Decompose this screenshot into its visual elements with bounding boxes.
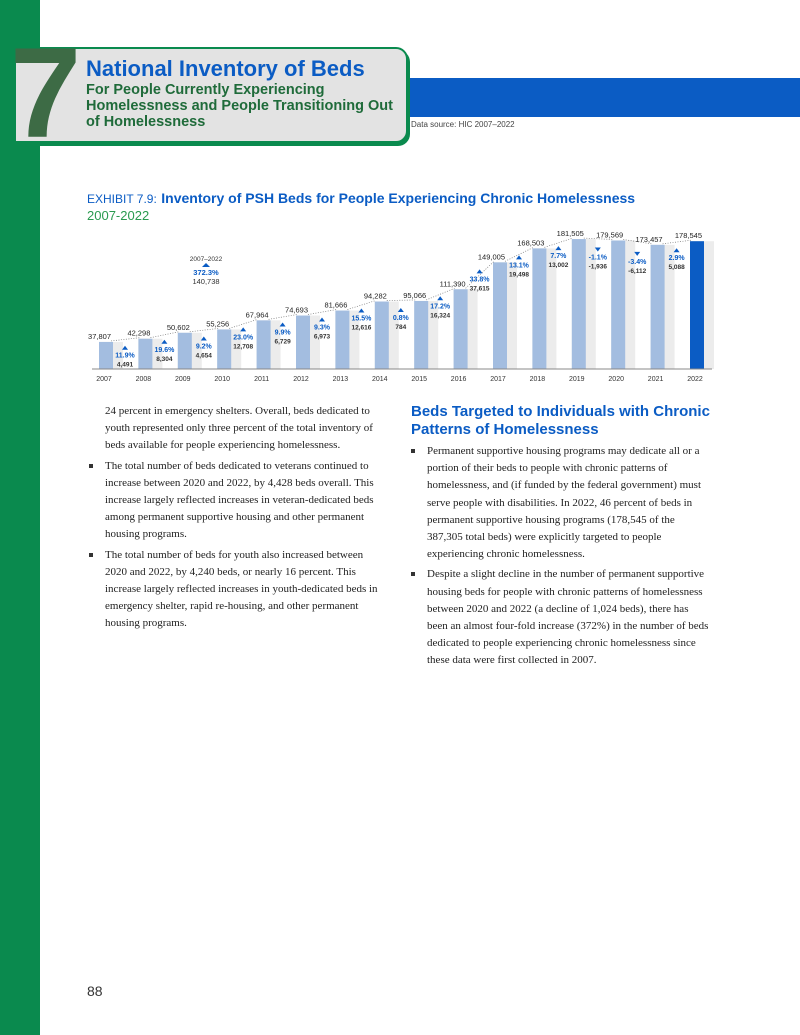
trend-connector — [111, 338, 139, 341]
bar-2021 — [651, 245, 665, 369]
change-absolute-label: 16,324 — [430, 312, 451, 320]
bar-value-label: 81,666 — [324, 300, 348, 310]
change-percent-label: 33.8% — [469, 276, 490, 284]
change-percent-label: 7.7% — [550, 253, 567, 261]
change-absolute-label: 6,729 — [274, 338, 291, 346]
change-absolute-label: 37,615 — [469, 285, 490, 293]
bar-value-label: 181,505 — [556, 229, 584, 239]
x-tick-label: 2007 — [96, 376, 112, 383]
change-percent-label: -1.1% — [588, 254, 607, 262]
bar-2010 — [217, 329, 231, 369]
page-number: 88 — [87, 983, 103, 999]
change-absolute-label: 12,616 — [351, 324, 372, 332]
change-up-arrow — [437, 296, 443, 300]
overall-period-label: 2007–2022 — [189, 256, 223, 263]
change-percent-label: 9.2% — [195, 343, 212, 351]
x-tick-label: 2010 — [214, 376, 230, 383]
bar-value-label: 94,282 — [363, 291, 387, 301]
change-percent-label: 9.9% — [274, 329, 291, 337]
exhibit-years: 2007-2022 — [87, 208, 150, 223]
bar-value-label: 111,390 — [439, 279, 466, 289]
bar-value-label: 173,457 — [635, 234, 663, 244]
x-tick-label: 2015 — [411, 376, 427, 383]
bar-2013 — [335, 311, 349, 369]
bar-2016 — [454, 289, 468, 369]
overall-absolute-label: 140,738 — [192, 277, 220, 286]
trend-connector — [308, 310, 336, 315]
bar-value-label: 168,503 — [517, 238, 545, 248]
change-absolute-label: 19,498 — [509, 271, 529, 279]
left-text-column — [89, 403, 379, 633]
bar-value-label: 74,693 — [285, 305, 308, 315]
list-item — [89, 458, 379, 544]
bar-value-label: 55,256 — [206, 319, 230, 329]
section-heading: Beds Targeted to Individuals with Chronic Patterns of Homelessness — [411, 403, 710, 438]
bullet-text: The total number of beds for youth also increased between 2020 and 2022, by 4,240 beds, or nearly 16 percent. This increase largely reflected increases in youth-dedicated beds in emergency shelter, rapid re-housing, and other permanent housing programs. — [105, 548, 378, 630]
change-up-arrow — [240, 327, 246, 331]
bullet-text: The total number of beds dedicated to veterans continued to increase between 2020 and 2022, by 4,428 beds overall. This increase largely reflected increases in veteran-dedicated beds among permanent supportive housing and other permanent housing programs. — [105, 459, 374, 541]
change-absolute-label: 4,654 — [195, 352, 212, 360]
bar-2022 — [690, 241, 704, 369]
x-tick-label: 2019 — [569, 376, 585, 383]
bar-value-label: 42,298 — [127, 328, 151, 338]
x-tick-label: 2022 — [687, 376, 703, 383]
bar-value-label: 149,005 — [477, 252, 505, 262]
trend-connector — [229, 319, 257, 328]
x-tick-label: 2018 — [529, 376, 546, 383]
bar-2011 — [257, 320, 271, 369]
data-source-note: Data source: HIC 2007–2022 — [411, 120, 515, 129]
left-continuation-paragraph: 24 percent in emergency shelters. Overall, beds dedicated to youth represented only three percent of the total inventory of beds available for people experiencing homelessness. — [105, 405, 373, 452]
list-item — [89, 547, 379, 633]
bullet-text: Despite a slight decline in the number of permanent supportive housing beds for people with chronic patterns of homelessness between 2020 and 2022 (a decline of 1,024 beds), there has been an almost four-fold increase (372%) in the number of beds dedicated to people experiencing chronic homelessness since these data were first collected in 2007. — [427, 568, 709, 667]
change-percent-label: 9.3% — [314, 324, 330, 332]
trend-connector — [663, 240, 691, 244]
bar-2012 — [296, 316, 310, 369]
x-tick-label: 2009 — [175, 376, 191, 383]
x-tick-label: 2013 — [332, 376, 349, 383]
change-up-arrow — [358, 309, 364, 313]
trend-connector — [544, 238, 572, 247]
list-item — [411, 443, 711, 563]
bullet-marker — [89, 553, 93, 557]
left-bullet-list — [89, 458, 379, 633]
bar-2019 — [572, 239, 586, 369]
exhibit-title: Inventory of PSH Beds for People Experiencing Chronic Homelessness — [161, 190, 636, 206]
chapter-number: 7 — [10, 22, 78, 165]
bullet-marker — [411, 572, 415, 576]
bar-2017 — [493, 262, 507, 369]
change-absolute-label: -1,936 — [588, 263, 608, 271]
chapter-subtitle: For People Currently Experiencing Homelessness and People Transitioning Out of Homelessness — [86, 82, 393, 130]
bullet-marker — [411, 449, 415, 453]
x-tick-label: 2011 — [254, 376, 270, 383]
change-percent-label: 17.2% — [430, 303, 451, 311]
trend-connector — [269, 315, 297, 320]
change-percent-label: 13.1% — [509, 262, 529, 270]
bar-value-label: 179,569 — [596, 230, 624, 240]
overall-up-arrow — [202, 263, 210, 267]
trend-connector — [466, 261, 494, 288]
overall-percent-label: 372.3% — [193, 268, 219, 277]
change-absolute-label: 13,002 — [548, 262, 569, 270]
change-percent-label: 15.5% — [351, 315, 372, 323]
x-tick-label: 2012 — [293, 376, 309, 383]
right-text-column — [411, 403, 711, 670]
trend-connector — [347, 301, 375, 310]
bar-value-label: 37,807 — [88, 331, 111, 341]
change-percent-label: 19.6% — [154, 346, 175, 354]
bar-value-label: 178,545 — [674, 231, 702, 241]
change-percent-label: 23.0% — [233, 334, 254, 342]
trend-connector — [190, 328, 218, 331]
change-absolute-label: 5,088 — [668, 264, 685, 272]
change-percent-label: 11.9% — [115, 352, 135, 360]
bar-2014 — [375, 302, 389, 369]
bullet-text: Permanent supportive housing programs may dedicate all or a portion of their beds to people with chronic patterns of homelessness, and (if funded by the federal government) must serve people with disabilities. In 2022, 46 percent of beds in permanent supportive housing programs (178,545 of the 387,305 total beds) were explicitly targeted to people experiencing chronic homelessness. — [427, 445, 702, 561]
change-absolute-label: 12,708 — [233, 343, 254, 351]
change-up-arrow — [477, 269, 483, 273]
change-absolute-label: 784 — [395, 323, 407, 331]
bar-value-label: 50,602 — [166, 322, 190, 332]
trend-connector — [387, 300, 415, 301]
change-percent-label: -3.4% — [628, 258, 647, 266]
x-tick-label: 2020 — [608, 376, 624, 383]
bar-2009 — [178, 333, 192, 369]
bar-2008 — [138, 339, 152, 369]
bar-2020 — [611, 240, 625, 369]
change-up-arrow — [516, 255, 522, 259]
chapter-title: National Inventory of Beds — [86, 56, 365, 81]
right-bullet-list — [411, 443, 711, 670]
exhibit-label: EXHIBIT 7.9: — [87, 192, 157, 206]
bar-2018 — [532, 248, 546, 369]
bar-value-label: 95,066 — [403, 290, 427, 300]
x-tick-label: 2017 — [490, 376, 506, 383]
x-tick-label: 2014 — [372, 376, 388, 383]
change-up-arrow — [555, 246, 561, 250]
change-absolute-label: 8,304 — [156, 355, 173, 363]
change-absolute-label: -6,112 — [628, 267, 647, 275]
x-tick-label: 2021 — [647, 376, 664, 383]
x-tick-label: 2016 — [450, 376, 467, 383]
list-item — [411, 566, 711, 669]
change-absolute-label: 4,491 — [116, 361, 134, 369]
change-absolute-label: 6,973 — [313, 333, 331, 341]
trend-connector — [150, 332, 178, 338]
x-tick-label: 2008 — [135, 376, 152, 383]
bar-2007 — [99, 342, 113, 369]
bullet-marker — [89, 464, 93, 468]
change-percent-label: 0.8% — [392, 314, 409, 322]
bar-value-label: 67,964 — [245, 310, 269, 320]
bar-2015 — [414, 301, 428, 369]
change-percent-label: 2.9% — [668, 255, 685, 263]
